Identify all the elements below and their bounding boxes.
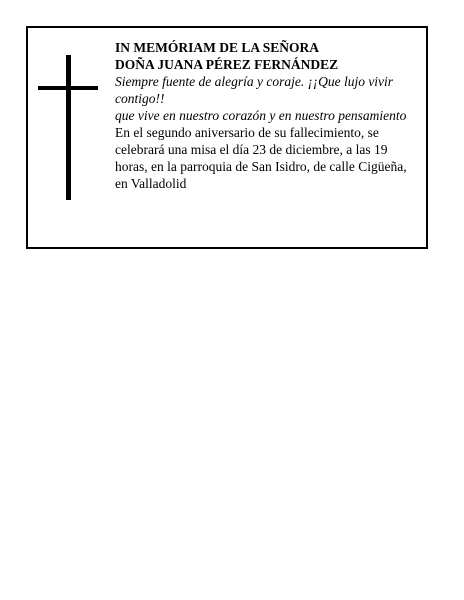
cross-vertical-bar [66,55,71,200]
cross-icon [38,55,98,200]
notice-title-line2: DOÑA JUANA PÉREZ FERNÁNDEZ [115,57,339,72]
cross-horizontal-bar [38,86,98,90]
notice-text [115,39,415,192]
notice-quote-line1: Siempre fuente de alegría y coraje. ¡¡Que lujo vivir contigo!! [115,74,394,106]
notice-title-line1: IN MEMÓRIAM DE LA SEÑORA [115,40,320,55]
memorial-notice [26,26,428,249]
notice-body: En el segundo aniversario de su fallecimiento, se celebrará una misa el día 23 de diciembre, a las 19 horas, en la parroquia de San Isidro, de calle Cigüeña, en Valladolid [115,125,407,191]
notice-quote-line2: que vive en nuestro corazón y en nuestro pensamiento [115,108,407,123]
